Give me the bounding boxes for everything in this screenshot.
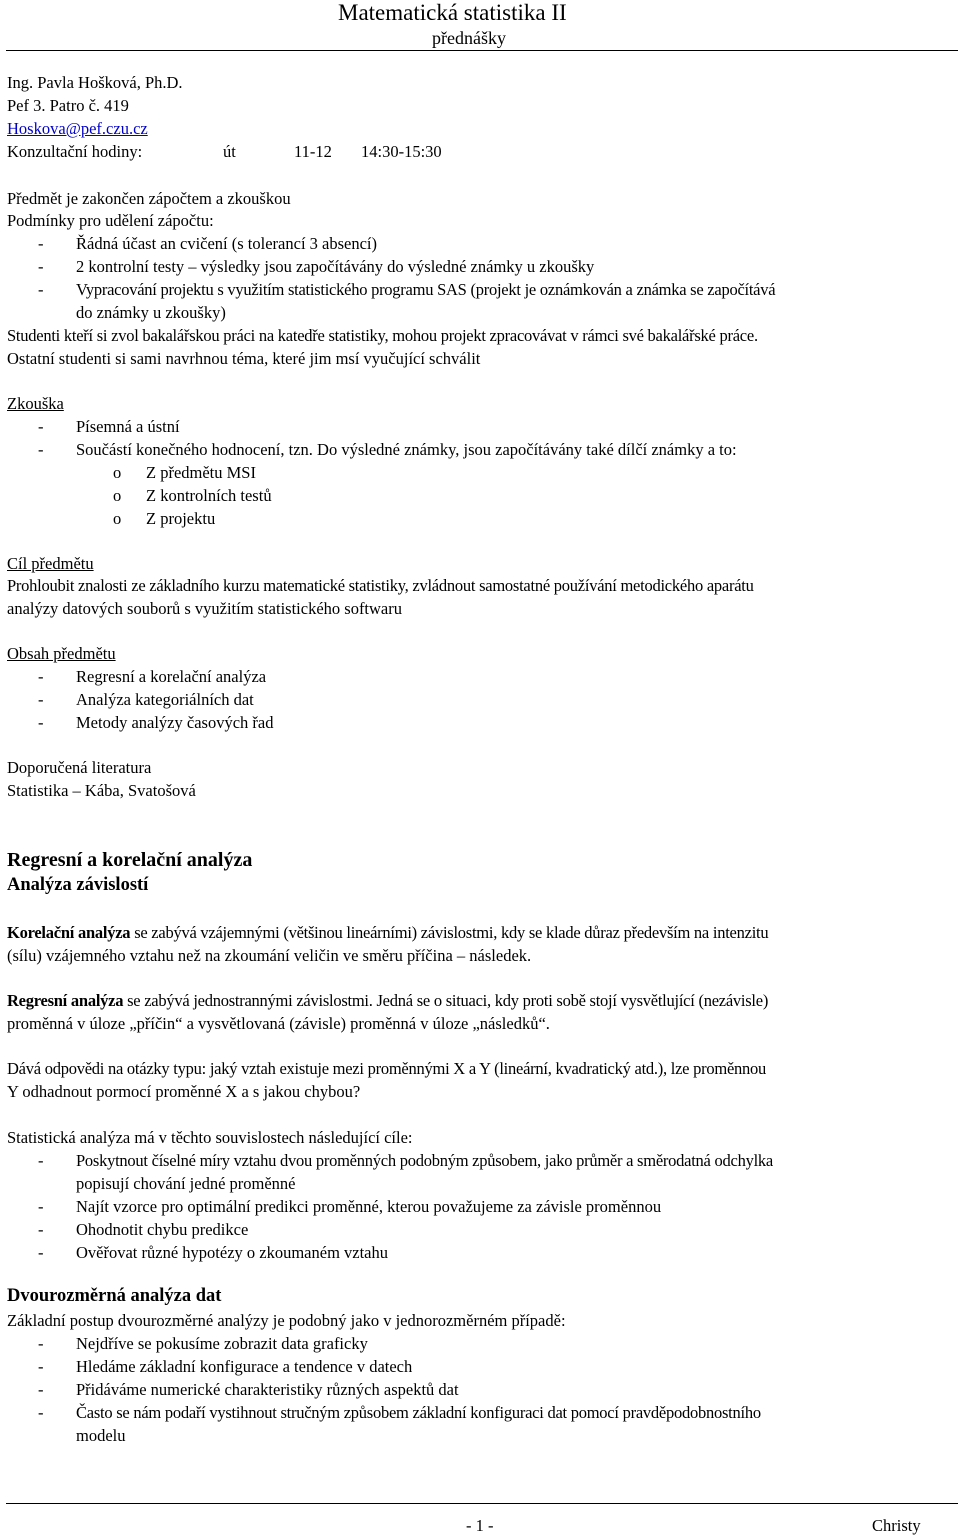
page-number: - 1 - (466, 1516, 494, 1535)
sub-bullet: o (113, 486, 122, 505)
sub-bullet: o (113, 509, 122, 528)
list-bullet: - (38, 690, 44, 709)
correlation-term: Korelační analýza (7, 923, 131, 942)
section-subtitle: Analýza závislostí (7, 875, 149, 895)
goal-item: Poskytnout číselné míry vztahu dvou proměnných podobným způsobem, jako průměr a směrodatná odchylka (76, 1151, 773, 1170)
list-bullet: - (38, 713, 44, 732)
list-bullet: - (38, 1220, 44, 1239)
list-bullet: - (38, 1197, 44, 1216)
goals-intro: Statistická analýza má v těchto souvislostech následující cíle: (7, 1128, 413, 1147)
credit-conditions-label: Podmínky pro udělení zápočtu: (7, 211, 214, 230)
literature-item: Statistika – Kába, Svatošová (7, 781, 196, 800)
literature-heading: Doporučená literatura (7, 758, 152, 777)
email-link[interactable]: Hoskova@pef.czu.cz (7, 119, 148, 138)
goal-item: Ověřovat různé hypotézy o zkoumaném vztahu (76, 1243, 389, 1262)
correlation-paragraph (7, 922, 768, 944)
goal-item: Ohodnotit chybu predikce (76, 1220, 249, 1239)
office-hours-day: út (223, 142, 236, 161)
office-hours-slot-1: 11-12 (294, 142, 332, 161)
credit-condition: Vypracování projektu s využitím statistického programu SAS (projekt je oznámkován a známka se započítává (76, 280, 776, 299)
exam-item: Součástí konečného hodnocení, tzn. Do výsledné známky, jsou započítávány také dílčí známky a to: (76, 440, 737, 459)
answers-text: Dává odpovědi na otázky typu: jaký vztah existuje mezi proměnnými X a Y (lineární, kvadratický atd.), lze proměnnou (7, 1059, 767, 1078)
bivariate-intro: Základní postup dvourozměrné analýzy je podobný jako v jednorozměrném případě: (7, 1311, 566, 1330)
list-bullet: - (38, 1403, 44, 1422)
bivariate-step: Přidáváme numerické charakteristiky různých aspektů dat (76, 1380, 459, 1399)
correlation-text-continued: (sílu) vzájemného vztahu než na zkoumání veličin ve směru příčina – následek. (7, 946, 532, 965)
goal-text: Prohloubit znalosti ze základního kurzu matematické statistiky, zvládnout samostatné používání metodického aparátu (7, 576, 754, 595)
goal-text: analýzy datových souborů s využitím statistického softwaru (7, 599, 403, 618)
exam-item: Písemná a ústní (76, 417, 180, 436)
footer-author: Christy (872, 1516, 921, 1535)
list-bullet: - (38, 440, 44, 459)
office-hours (7, 141, 487, 163)
footer-divider (6, 1503, 958, 1504)
bivariate-step-continued: modelu (76, 1426, 126, 1445)
section-title: Regresní a korelační analýza (7, 849, 253, 871)
office-location: Pef 3. Patro č. 419 (7, 96, 129, 115)
credit-condition-continued: do známky u zkoušky) (76, 303, 226, 322)
bivariate-step: Často se nám podaří vystihnout stručným způsobem základní konfiguraci dat pomocí pravděpodobnostního (76, 1403, 761, 1422)
exam-subitem: Z kontrolních testů (146, 486, 272, 505)
contents-item: Analýza kategoriálních dat (76, 690, 254, 709)
exam-subitem: Z projektu (146, 509, 216, 528)
list-bullet: - (38, 1243, 44, 1262)
goal-item-continued: popisují chování jedné proměnné (76, 1174, 296, 1193)
correlation-text: se zabývá vzájemnými (většinou lineárními) závislostmi, kdy se klade důraz především na intenzitu (130, 923, 769, 942)
bivariate-step: Nejdříve se pokusíme zobrazit data graficky (76, 1334, 368, 1353)
credit-intro: Předmět je zakončen zápočtem a zkouškou (7, 189, 291, 208)
regression-paragraph (7, 990, 768, 1012)
credit-note: Studenti kteří si zvol bakalářskou práci na katedře statistiky, mohou projekt zpracovávat v rámci své bakalářské práce. (7, 326, 758, 345)
list-bullet: - (38, 1357, 44, 1376)
contents-heading: Obsah předmětu (7, 644, 116, 663)
list-bullet: - (38, 667, 44, 686)
bivariate-heading: Dvourozměrná analýza dat (7, 1286, 222, 1306)
exam-subitem: Z předmětu MSI (146, 463, 256, 482)
regression-text-continued: proměnná v úloze „příčin“ a vysvětlovaná (závisle) proměnná v úloze „následků“. (7, 1014, 550, 1033)
list-bullet: - (38, 417, 44, 436)
bivariate-step: Hledáme základní konfigurace a tendence v datech (76, 1357, 413, 1376)
answers-text: Y odhadnout pormocí proměnné X a s jakou chybou? (7, 1082, 361, 1101)
list-bullet: - (38, 1334, 44, 1353)
credit-note: Ostatní studenti si sami navrhnou téma, které jim msí vyučující schválit (7, 349, 481, 368)
credit-condition: Řádná účast an cvičení (s tolerancí 3 absencí) (76, 234, 377, 253)
list-bullet: - (38, 257, 44, 276)
list-bullet: - (38, 280, 44, 299)
exam-heading: Zkouška (7, 394, 64, 413)
header-divider (6, 50, 958, 51)
document-title: Matematická statistika II (338, 0, 567, 25)
goal-heading: Cíl předmětu (7, 554, 94, 573)
list-bullet: - (38, 1380, 44, 1399)
goal-item: Najít vzorce pro optimální predikci proměnné, kterou považujeme za závisle proměnnou (76, 1197, 662, 1216)
list-bullet: - (38, 1151, 44, 1170)
credit-condition: 2 kontrolní testy – výsledky jsou započítávány do výsledné známky u zkoušky (76, 257, 595, 276)
contents-item: Regresní a korelační analýza (76, 667, 267, 686)
regression-term: Regresní analýza (7, 991, 124, 1010)
sub-bullet: o (113, 463, 122, 482)
lecturer-name: Ing. Pavla Hošková, Ph.D. (7, 73, 183, 92)
office-hours-slot-2: 14:30-15:30 (361, 142, 442, 161)
office-hours-label: Konzultační hodiny: (7, 142, 143, 161)
regression-text: se zabývá jednostrannými závislostmi. Jedná se o situaci, kdy proti sobě stojí vysvětlující (nezávisle) (123, 991, 769, 1010)
document-subtitle: přednášky (432, 28, 506, 48)
list-bullet: - (38, 234, 44, 253)
contents-item: Metody analýzy časových řad (76, 713, 274, 732)
